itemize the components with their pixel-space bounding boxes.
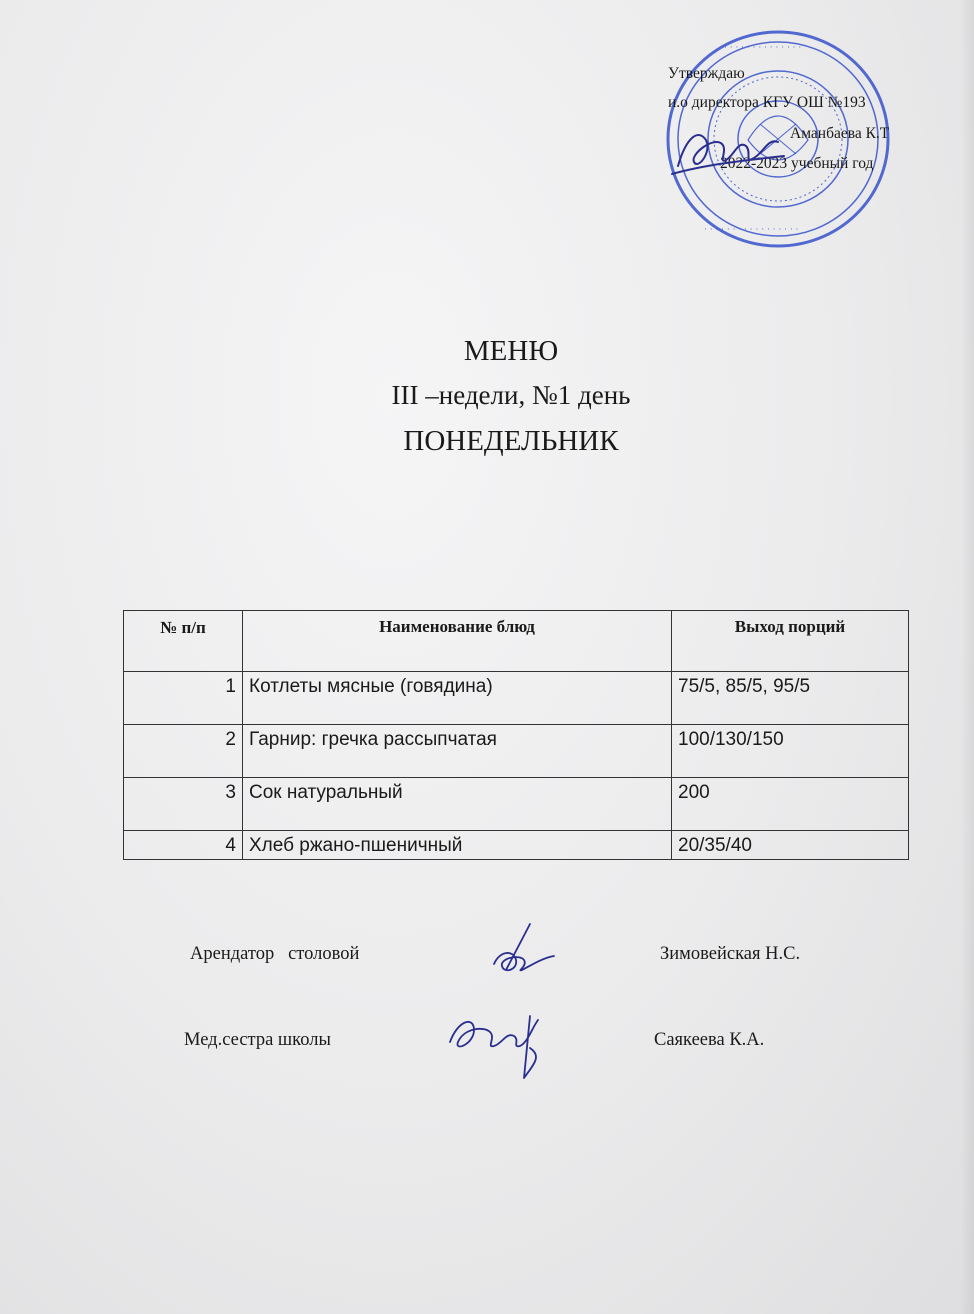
header-dish-name: Наименование блюд: [243, 611, 672, 672]
table-row: [124, 725, 909, 778]
portion-size: 200: [672, 778, 909, 831]
dish-name: Сок натуральный: [243, 778, 672, 831]
row-number: 1: [124, 672, 243, 725]
row-number: 4: [124, 831, 243, 860]
week-day-label: III –недели, №1 день: [391, 380, 631, 410]
tenant-name: Зимовейская Н.С.: [660, 944, 801, 964]
header-number: № п/п: [124, 611, 243, 672]
director-name: Аманбаева К.Т: [790, 125, 890, 142]
nurse-role: Мед.сестра школы: [184, 1030, 331, 1050]
director-position: и.о директора КГУ ОШ №193: [668, 94, 866, 111]
table-header-row: [124, 611, 909, 672]
weekday-name: ПОНЕДЕЛЬНИК: [403, 425, 619, 457]
tenant-signature: [486, 920, 558, 986]
nurse-signature: [444, 1008, 544, 1084]
tenant-role: Арендатор столовой: [190, 944, 360, 964]
nurse-name: Саякеева К.А.: [654, 1030, 765, 1050]
dish-name: Котлеты мясные (говядина): [243, 672, 672, 725]
portion-size: 100/130/150: [672, 725, 909, 778]
dish-name: Хлеб ржано-пшеничный: [243, 831, 672, 860]
menu-title: МЕНЮ: [463, 335, 559, 367]
school-year: 2022-2023 учебный год: [720, 155, 874, 172]
svg-text:· · · · · · · · · · · · · ·: · · · · · · · · · · · · · ·: [724, 43, 802, 53]
dish-name: Гарнир: гречка рассыпчатая: [243, 725, 672, 778]
menu-title-block: [0, 330, 974, 464]
table-row: [124, 672, 909, 725]
menu-table: [123, 610, 909, 860]
approval-title: Утверждаю: [668, 65, 745, 82]
portion-size: 20/35/40: [672, 831, 909, 860]
table-row: [124, 778, 909, 831]
svg-text:· · · · · · · · · · · · · · ·: · · · · · · · · · · · · · · · · ·: [704, 225, 799, 235]
director-signature: [668, 118, 788, 188]
row-number: 2: [124, 725, 243, 778]
table-row: [124, 831, 909, 860]
portion-size: 75/5, 85/5, 95/5: [672, 672, 909, 725]
row-number: 3: [124, 778, 243, 831]
header-portion: Выход порций: [672, 611, 909, 672]
